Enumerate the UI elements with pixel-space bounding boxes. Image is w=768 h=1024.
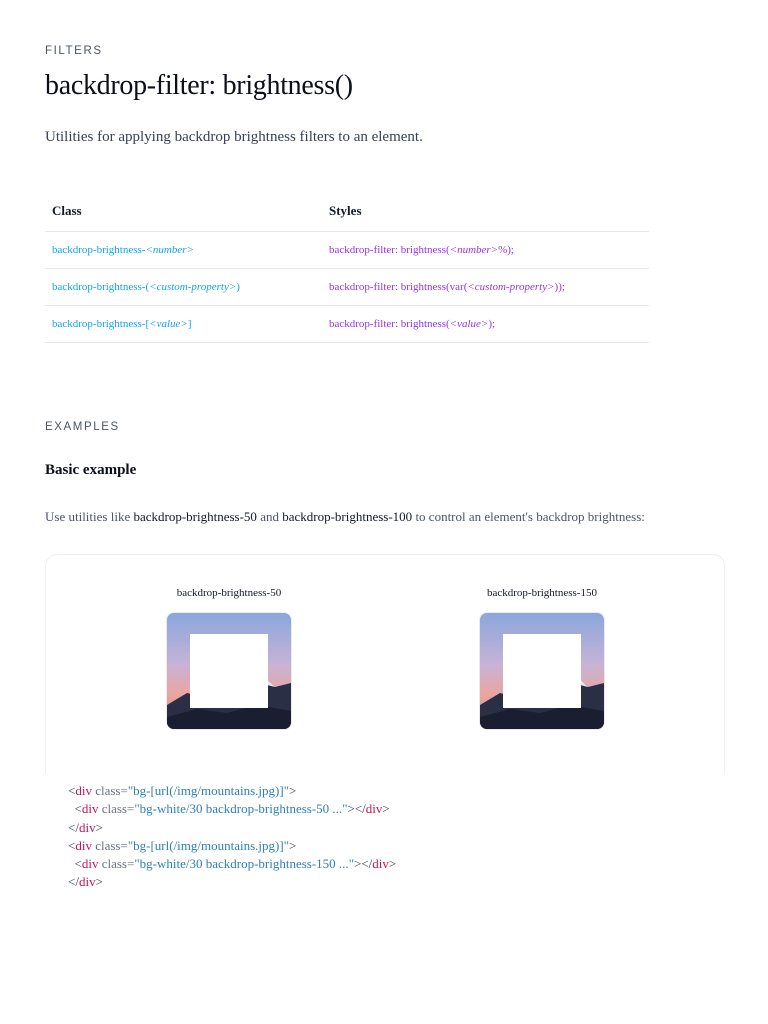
code-punct: < [68, 837, 76, 853]
code-string: bg-[url(/img/mountains.jpg)] [133, 783, 284, 798]
code-punct: > [289, 837, 297, 853]
code-punct: > [388, 856, 397, 872]
style-placeholder: <value> [449, 318, 489, 330]
class-suffix: ] [187, 318, 192, 330]
page-title: backdrop-filter: brightness() [45, 70, 353, 101]
column-header-styles: Styles [322, 190, 649, 232]
page-lead: Utilities for applying backdrop brightness filters to an element. [45, 129, 423, 145]
code-quote: " [134, 856, 140, 872]
desc-code: backdrop-brightness-100 [282, 509, 413, 524]
class-placeholder: <custom-property> [149, 281, 237, 293]
class-placeholder: <value> [149, 318, 188, 330]
example-preview [45, 554, 725, 774]
demo-brightness-150 [452, 585, 632, 729]
code-quote: " [127, 783, 134, 798]
reference-table [45, 190, 649, 343]
table-row [45, 306, 649, 343]
table-header-row [45, 190, 649, 232]
glass-overlay [503, 634, 581, 708]
code-quote: " [348, 856, 354, 872]
code-tag: div [365, 801, 383, 817]
style-cell [322, 232, 649, 269]
mountain-image [167, 613, 291, 729]
code-tag: div [81, 856, 99, 872]
section-eyebrow: FILTERS [45, 45, 103, 57]
code-attr: class= [91, 783, 128, 798]
code-quote: " [283, 783, 290, 798]
code-punct: </ [68, 819, 79, 835]
code-punct: > [95, 819, 103, 835]
desc-text: and [256, 509, 283, 524]
class-prefix: backdrop-brightness-( [52, 281, 150, 293]
code-punct: > [95, 874, 103, 890]
style-suffix: %); [498, 244, 514, 256]
example-description [45, 509, 645, 525]
examples-eyebrow: EXAMPLES [45, 421, 120, 433]
style-prefix: backdrop-filter: brightness( [329, 244, 450, 256]
style-suffix: )); [554, 281, 565, 293]
code-attr: class= [98, 801, 135, 817]
code-punct: < [68, 783, 76, 798]
code-quote: " [283, 837, 290, 853]
code-tag: div [75, 837, 92, 853]
desc-text: to control an element's backdrop brightness: [412, 509, 645, 524]
code-punct: < [74, 856, 82, 872]
code-punct: ></ [354, 856, 373, 872]
code-punct: ></ [347, 801, 366, 817]
desc-text: Use utilities like [45, 509, 134, 524]
demo-label: backdrop-brightness-50 [176, 587, 282, 599]
code-tag: div [78, 874, 96, 890]
class-cell [45, 232, 322, 269]
demo-label: backdrop-brightness-150 [487, 587, 597, 599]
code-punct: > [289, 783, 297, 798]
code-line [68, 837, 396, 855]
code-line [68, 855, 396, 873]
code-string: bg-white/30 backdrop-brightness-150 ... [139, 856, 349, 872]
style-prefix: backdrop-filter: brightness( [329, 318, 450, 330]
code-tag: div [372, 856, 389, 872]
code-line [68, 873, 396, 891]
code-punct: < [74, 801, 82, 817]
code-attr: class= [98, 856, 135, 872]
code-line [68, 800, 396, 818]
code-quote: " [134, 801, 140, 817]
class-placeholder: <number> [145, 244, 194, 256]
style-suffix: ); [488, 318, 496, 330]
code-punct: > [382, 801, 390, 817]
style-placeholder: <custom-property> [467, 281, 555, 293]
demo-brightness-50 [139, 585, 319, 729]
class-prefix: backdrop-brightness-[ [52, 318, 150, 330]
code-tag: div [75, 783, 92, 798]
code-line [68, 782, 396, 800]
code-line [68, 819, 396, 837]
desc-code: backdrop-brightness-50 [133, 509, 257, 524]
style-prefix: backdrop-filter: brightness(var( [329, 281, 468, 293]
class-cell [45, 306, 322, 343]
style-cell [322, 269, 649, 306]
code-tag: div [81, 801, 99, 817]
class-suffix: ) [236, 281, 240, 293]
code-string: bg-white/30 backdrop-brightness-50 ... [139, 801, 343, 817]
table-row [45, 232, 649, 269]
mountain-image [480, 613, 604, 729]
class-prefix: backdrop-brightness- [52, 244, 146, 256]
glass-overlay [190, 634, 268, 708]
style-cell [322, 306, 649, 343]
table-row [45, 269, 649, 306]
column-header-class: Class [45, 190, 322, 232]
style-placeholder: <number> [449, 244, 499, 256]
code-snippet [68, 782, 396, 892]
code-quote: " [342, 801, 348, 817]
code-string: bg-[url(/img/mountains.jpg)] [133, 837, 284, 853]
code-attr: class= [91, 837, 128, 853]
code-quote: " [127, 837, 134, 853]
class-cell [45, 269, 322, 306]
example-heading: Basic example [45, 462, 137, 478]
code-punct: </ [68, 874, 79, 890]
code-tag: div [78, 819, 96, 835]
